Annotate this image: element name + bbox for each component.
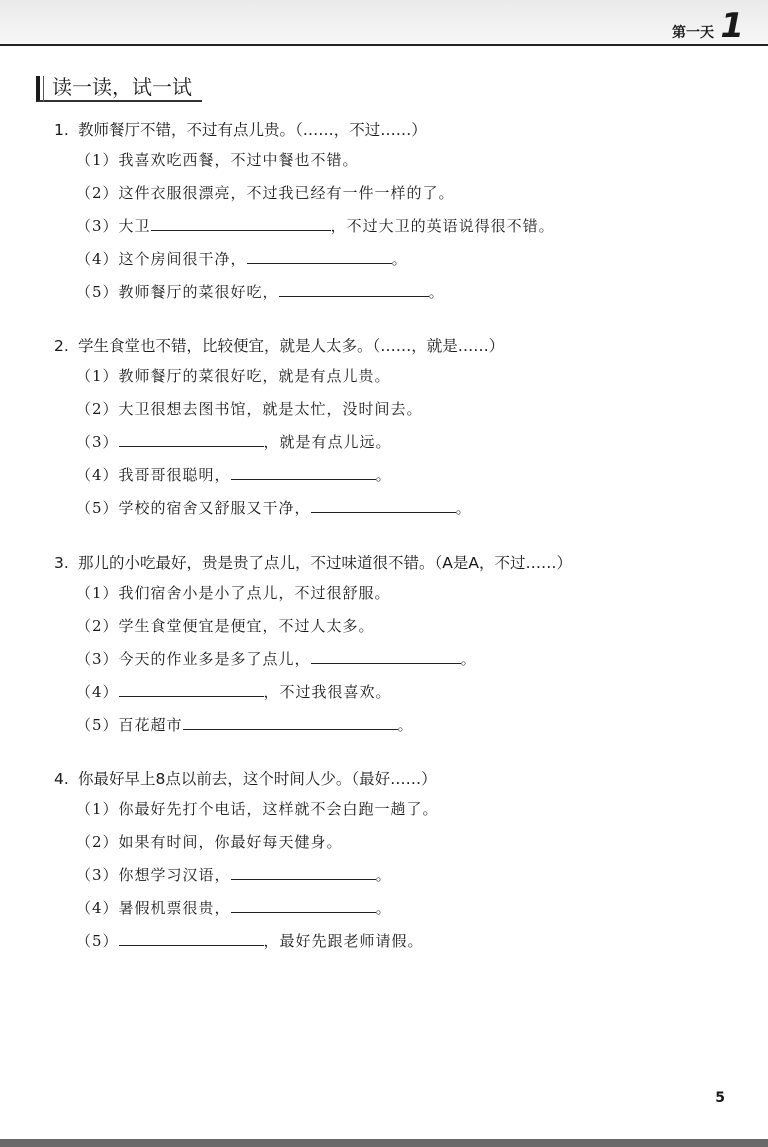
exercise-item: （5）教师餐厅的菜很好吃， 。 — [76, 283, 445, 301]
exercise-item: （3）今天的作业多是多了点儿， 。 — [76, 650, 477, 668]
answer-blank[interactable] — [119, 931, 264, 946]
exercise-2 — [54, 336, 505, 517]
exercise-item: （5）百花超市 。 — [76, 716, 414, 734]
day-label: 第一天 — [672, 25, 714, 41]
exercise-3 — [54, 553, 572, 734]
exercise-item: （1）你最好先打个电话，这样就不会白跑一趟了。 — [76, 800, 439, 818]
exercise-item: （4）我哥哥很聪明， 。 — [76, 466, 392, 484]
exercise-item: （3） ，就是有点儿远。 — [76, 433, 392, 451]
exercise-item: （1）我们宿舍小是小了点儿，不过很舒服。 — [76, 584, 391, 602]
answer-blank[interactable] — [119, 682, 264, 697]
exercise-prompt: 4. 你最好早上8点以前去，这个时间人少。（最好……） — [54, 770, 437, 788]
header-bar — [0, 0, 768, 46]
exercise-item: （2）这件衣服很漂亮，不过我已经有一件一样的了。 — [76, 184, 455, 202]
answer-blank[interactable] — [231, 898, 376, 913]
exercise-item: （5） ，最好先跟老师请假。 — [76, 932, 424, 950]
page-number: 5 — [715, 1090, 725, 1106]
exercise-4 — [54, 769, 439, 950]
exercise-prompt: 1. 教师餐厅不错，不过有点儿贵。（……，不过……） — [54, 121, 427, 139]
exercise-item: （2）如果有时间，你最好每天健身。 — [76, 833, 343, 851]
day-number: 1 — [720, 6, 744, 46]
exercise-prompt: 2. 学生食堂也不错，比较便宜，就是人太多。（……，就是……） — [54, 337, 505, 355]
exercise-item: （1）教师餐厅的菜很好吃，就是有点儿贵。 — [76, 367, 391, 385]
exercise-prompt: 3. 那儿的小吃最好，贵是贵了点儿，不过味道很不错。（A是A，不过……） — [54, 554, 572, 572]
exercise-item: （3）你想学习汉语， 。 — [76, 866, 392, 884]
exercise-item: （4）暑假机票很贵， 。 — [76, 899, 392, 917]
answer-blank[interactable] — [311, 498, 456, 513]
exercise-1 — [54, 120, 555, 301]
answer-blank[interactable] — [231, 465, 376, 480]
exercise-item: （4） ，不过我很喜欢。 — [76, 683, 392, 701]
exercise-item: （4）这个房间很干净， 。 — [76, 250, 408, 268]
exercise-item: （2）大卫很想去图书馆，就是太忙，没时间去。 — [76, 400, 423, 418]
answer-blank[interactable] — [151, 216, 331, 231]
bottom-bar — [0, 1139, 768, 1147]
exercise-item: （2）学生食堂便宜是便宜，不过人太多。 — [76, 617, 375, 635]
answer-blank[interactable] — [119, 432, 264, 447]
exercise-item: （5）学校的宿舍又舒服又干净， 。 — [76, 499, 472, 517]
exercise-item: （1）我喜欢吃西餐，不过中餐也不错。 — [76, 151, 359, 169]
answer-blank[interactable] — [311, 649, 461, 664]
answer-blank[interactable] — [183, 715, 398, 730]
answer-blank[interactable] — [247, 249, 392, 264]
section-title: 读一读，试一试 — [36, 76, 202, 102]
answer-blank[interactable] — [279, 282, 429, 297]
exercise-item: （3）大卫 ，不过大卫的英语说得很不错。 — [76, 217, 555, 235]
answer-blank[interactable] — [231, 865, 376, 880]
